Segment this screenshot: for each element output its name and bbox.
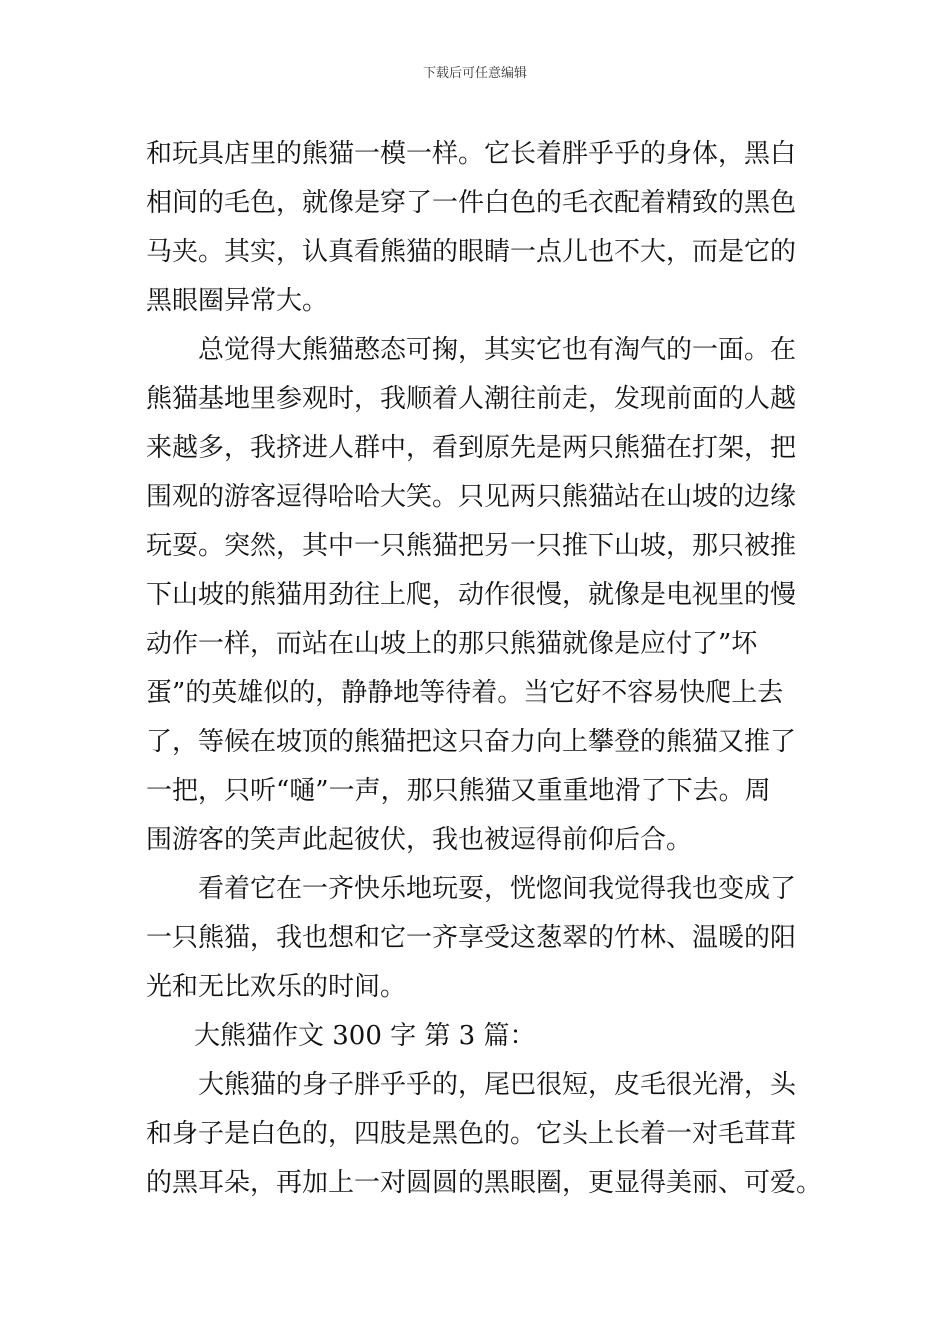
text-line: 光和无比欢乐的时间。 <box>146 972 407 1002</box>
text-line: 大熊猫的身子胖乎乎的，尾巴很短，皮毛很光滑，头 <box>198 1070 797 1100</box>
text-line: 下山坡的熊猫用劲往上爬，动作很慢，就像是电视里的慢 <box>146 580 797 610</box>
text-line: 和玩具店里的熊猫一模一样。它长着胖乎乎的身体，黑白 <box>146 139 797 169</box>
page-header: 下载后可任意编辑 <box>422 66 527 81</box>
section-heading: 大熊猫作文 300 字 第 3 篇： <box>194 1021 536 1051</box>
text-line: 相间的毛色，就像是穿了一件白色的毛衣配着精致的黑色 <box>146 188 797 218</box>
text-line: 动作一样，而站在山坡上的那只熊猫就像是应付了”坏 <box>146 629 758 659</box>
document-body <box>146 130 823 1208</box>
text-line: 一把，只听“嗵”一声，那只熊猫又重重地滑了下去。周 <box>146 776 771 806</box>
text-line: 了，等候在坡顶的熊猫把这只奋力向上攀登的熊猫又推了 <box>146 727 797 757</box>
text-line: 来越多，我挤进人群中，看到原先是两只熊猫在打架，把 <box>146 433 797 463</box>
text-line: 和身子是白色的，四肢是黑色的。它头上长着一对毛茸茸 <box>146 1119 797 1149</box>
text-line: 的黑耳朵，再加上一对圆圆的黑眼圈，更显得美丽、可爱。 <box>146 1168 823 1198</box>
text-line: 围游客的笑声此起彼伏，我也被逗得前仰后合。 <box>146 825 693 855</box>
text-line: 熊猫基地里参观时，我顺着人潮往前走，发现前面的人越 <box>146 384 797 414</box>
text-line: 一只熊猫，我也想和它一齐享受这葱翠的竹林、温暖的阳 <box>146 923 797 953</box>
text-line: 玩耍。突然，其中一只熊猫把另一只推下山坡，那只被推 <box>146 531 797 561</box>
text-line: 围观的游客逗得哈哈大笑。只见两只熊猫站在山坡的边缘 <box>146 482 797 512</box>
text-line: 看着它在一齐快乐地玩耍，恍惚间我觉得我也变成了 <box>198 874 797 904</box>
text-line: 马夹。其实，认真看熊猫的眼睛一点儿也不大，而是它的 <box>146 237 797 267</box>
text-line: 蛋”的英雄似的，静静地等待着。当它好不容易快爬上去 <box>146 678 784 708</box>
text-line: 总觉得大熊猫憨态可掬，其实它也有淘气的一面。在 <box>198 335 797 365</box>
text-line: 黑眼圈异常大。 <box>146 286 329 316</box>
